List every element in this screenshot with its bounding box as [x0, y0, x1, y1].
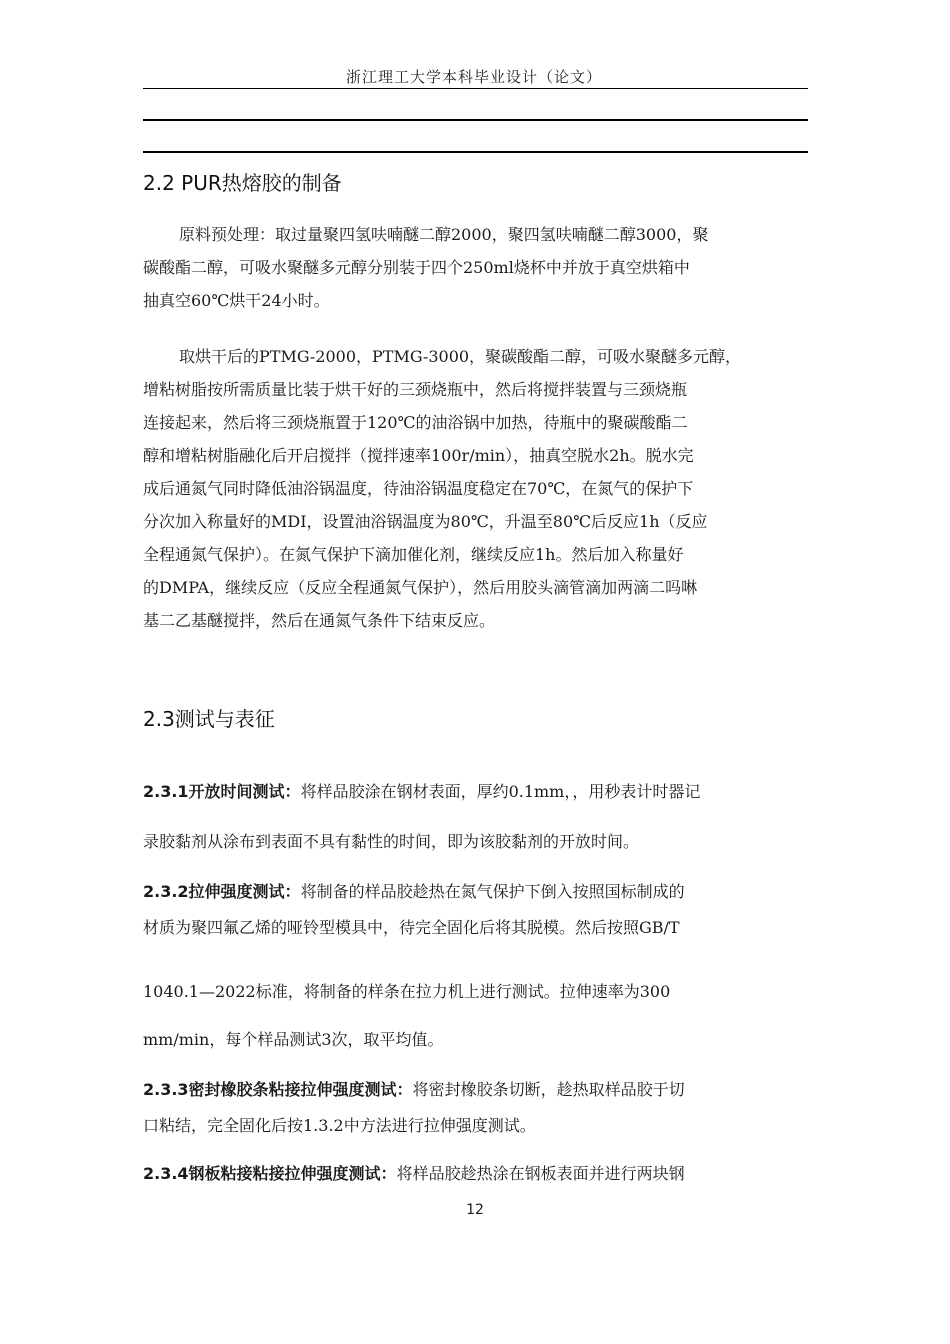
- item-line: 材质为聚四氟乙烯的哑铃型模具中，待完全固化后将其脱模。然后按照GB/T: [143, 918, 680, 937]
- item-line: mm/min，每个样品测试3次，取平均值。: [143, 1030, 444, 1049]
- section-heading-2-2: 2.2 PUR热熔胶的制备: [143, 171, 342, 195]
- paragraph-line: 碳酸酯二醇，可吸水聚醚多元醇分别装于四个250ml烧杯中并放于真空烘箱中: [143, 258, 690, 277]
- paragraph-pretreatment: [143, 218, 805, 317]
- item-label: 2.3.3密封橡胶条粘接拉伸强度测试：: [143, 1080, 413, 1099]
- paragraph-synthesis: [143, 340, 805, 637]
- paragraph-line: 基二乙基醚搅拌，然后在通氮气条件下结束反应。: [143, 611, 496, 630]
- item-label: 2.3.1开放时间测试：: [143, 782, 301, 801]
- item-2-3-4: 2.3.4钢板粘接粘接拉伸强度测试：将样品胶趁热涂在钢板表面并进行两块钢: [143, 1164, 685, 1183]
- item-line: 1040.1—2022标准，将制备的样条在拉力机上进行测试。拉伸速率为300: [143, 982, 671, 1001]
- item-line: 录胶黏剂从涂布到表面不具有黏性的时间，即为该胶黏剂的开放时间。: [143, 832, 640, 851]
- page-number: 12: [466, 1202, 484, 1218]
- divider-rule-1: [143, 119, 808, 121]
- header-rule: [143, 88, 808, 89]
- paragraph-line: 的DMPA，继续反应（反应全程通氮气保护），然后用胶头滴管滴加两滴二吗啉: [143, 578, 698, 597]
- paragraph-line: 连接起来，然后将三颈烧瓶置于120℃的油浴锅中加热，待瓶中的聚碳酸酯二: [143, 413, 688, 432]
- paragraph-line: 成后通氮气同时降低油浴锅温度，待油浴锅温度稳定在70℃，在氮气的保护下: [143, 479, 694, 498]
- divider-rule-2: [143, 151, 808, 153]
- paragraph-line: 醇和增粘树脂融化后开启搅拌（搅拌速率100r/min），抽真空脱水2h。脱水完: [143, 446, 694, 465]
- section-heading-2-3: 2.3测试与表征: [143, 707, 275, 731]
- paragraph-line: 分次加入称量好的MDI，设置油浴锅温度为80℃，升温至80℃后反应1h（反应: [143, 512, 708, 531]
- paragraph-line: 取烘干后的PTMG-2000，PTMG-3000，聚碳酸酯二醇，可吸水聚醚多元醇，: [179, 347, 742, 366]
- paragraph-line: 原料预处理：取过量聚四氢呋喃醚二醇2000，聚四氢呋喃醚二醇3000，聚: [179, 225, 709, 244]
- paragraph-line: 全程通氮气保护）。在氮气保护下滴加催化剂，继续反应1h。然后加入称量好: [143, 545, 684, 564]
- running-header: 浙江理工大学本科毕业设计（论文）: [345, 68, 602, 86]
- item-2-3-1: 2.3.1开放时间测试：将样品胶涂在钢材表面，厚约0.1mm，，用秒表计时器记: [143, 782, 701, 801]
- paragraph-line: 增粘树脂按所需质量比装于烘干好的三颈烧瓶中，然后将搅拌装置与三颈烧瓶: [143, 380, 688, 399]
- item-2-3-3: 2.3.3密封橡胶条粘接拉伸强度测试：将密封橡胶条切断，趁热取样品胶于切: [143, 1080, 685, 1099]
- item-label: 2.3.4钢板粘接粘接拉伸强度测试：: [143, 1164, 397, 1183]
- item-label: 2.3.2拉伸强度测试：: [143, 882, 301, 901]
- paragraph-line: 抽真空60℃烘干24小时。: [143, 291, 330, 310]
- item-2-3-2: 2.3.2拉伸强度测试：将制备的样品胶趁热在氮气保护下倒入按照国标制成的: [143, 882, 685, 901]
- item-line: 口粘结，完全固化后按1.3.2中方法进行拉伸强度测试。: [143, 1116, 536, 1135]
